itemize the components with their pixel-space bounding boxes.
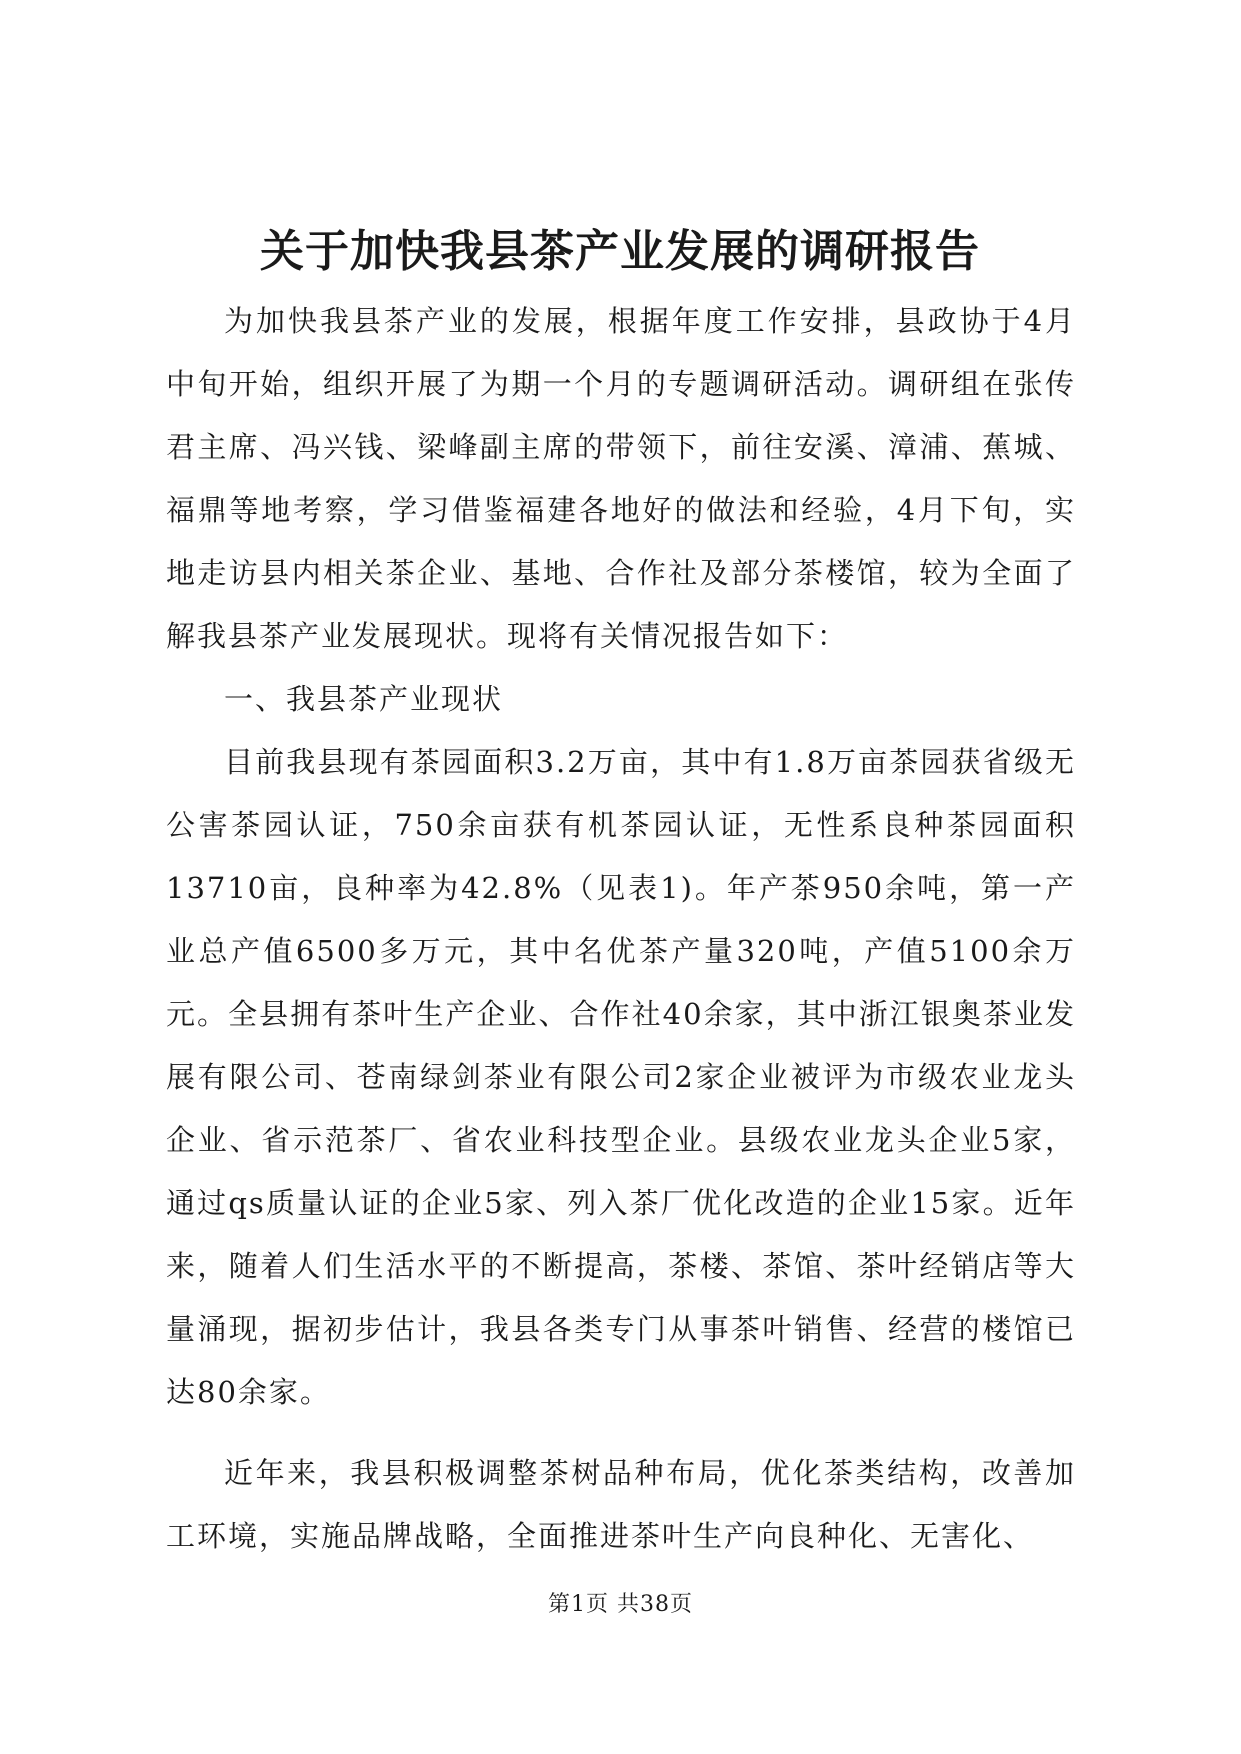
document-body	[166, 290, 1076, 1568]
section-heading: 一、我县茶产业现状	[224, 682, 504, 716]
page-footer: 第1页 共38页	[548, 1592, 693, 1617]
paragraph-status: 目前我县现有茶园面积3.2万亩，其中有1.8万亩茶园获省级无公害茶园认证，750余亩获有机茶园认证，无性系良种茶园面积13710亩，良种率为42.8%（见表1)。年产茶950余吨，第一产业总产值6500多万元，其中名优茶产量320吨，产值5100余万元。全县拥有茶叶生产企业、合作社40余家，其中浙江银奥茶业发展有限公司、苍南绿剑茶业有限公司2家企业被评为市级农业龙头企业、省示范茶厂、省农业科技型企业。县级农业龙头企业5家，通过qs质量认证的企业5家、列入茶厂优化改造的企业15家。近年来，随着人们生活水平的不断提高，茶楼、茶馆、茶叶经销店等大量涌现，据初步估计，我县各类专门从事茶叶销售、经营的楼馆已达80余家。	[166, 745, 1076, 1409]
paragraph-intro: 为加快我县茶产业的发展，根据年度工作安排，县政协于4月中旬开始，组织开展了为期一个月的专题调研活动。调研组在张传君主席、冯兴钱、梁峰副主席的带领下，前往安溪、漳浦、蕉城、福鼎等地考察，学习借鉴福建各地好的做法和经验，4月下旬，实地走访县内相关茶企业、基地、合作社及部分茶楼馆，较为全面了解我县茶产业发展现状。现将有关情况报告如下：	[166, 304, 1076, 653]
paragraph-recent: 近年来，我县积极调整茶树品种布局，优化茶类结构，改善加工环境，实施品牌战略，全面推进茶叶生产向良种化、无害化、	[166, 1456, 1076, 1553]
document-title: 关于加快我县茶产业发展的调研报告	[260, 226, 980, 277]
